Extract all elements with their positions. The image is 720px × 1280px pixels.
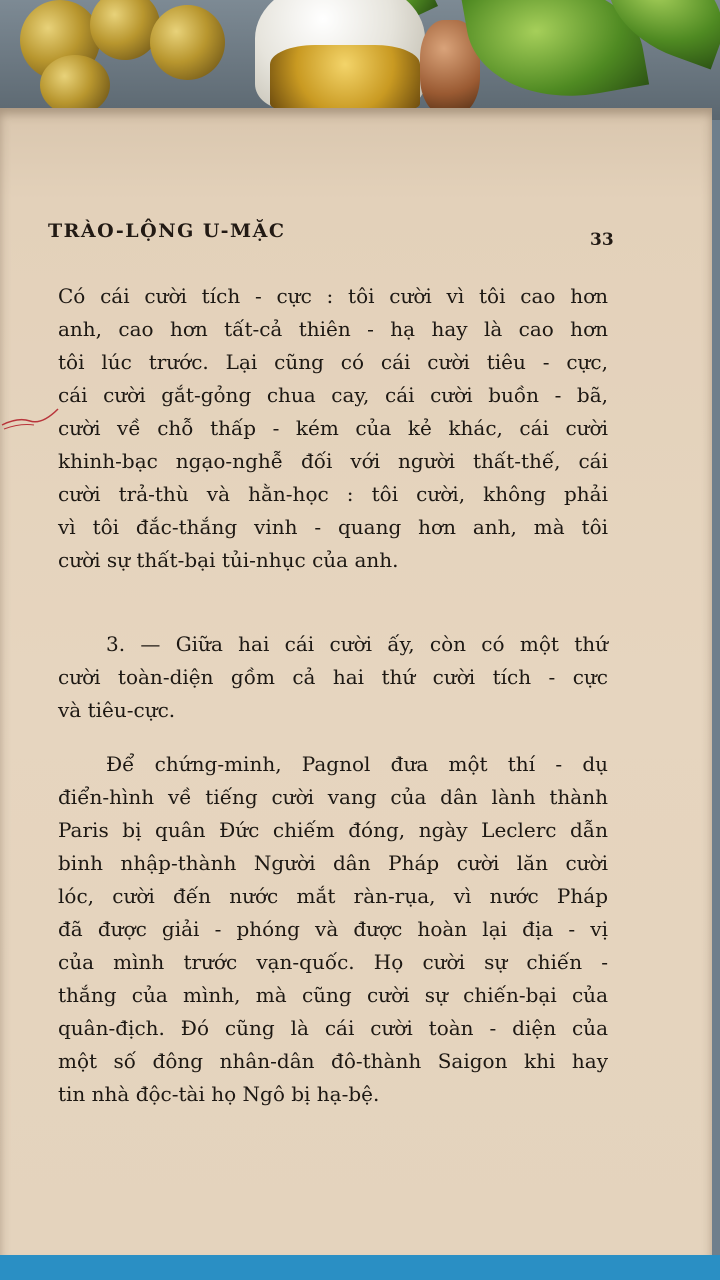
text-line: đã được giải - phóng và được hoàn lại địa - vị (58, 917, 608, 941)
text-line: thắng của mình, mà cũng cười sự chiến-bại của (58, 983, 608, 1007)
running-head: TRÀO-LỘNG U-MẶC (48, 220, 286, 242)
text-line: lóc, cười đến nước mắt ràn-rụa, vì nước Pháp (58, 884, 608, 908)
red-ink-mark (0, 403, 60, 433)
figurine-gold-base (270, 45, 420, 110)
text-line: Để chứng-minh, Pagnol đưa một thí - dụ (106, 752, 608, 776)
text-line: quân-địch. Đó cũng là cái cười toàn - diện của (58, 1016, 608, 1040)
text-line: cười trả-thù và hằn-học : tôi cười, không phải (58, 482, 608, 506)
text-line: vì tôi đắc-thắng vinh - quang hơn anh, mà tôi (58, 515, 608, 539)
text-line: cười về chỗ thấp - kém của kẻ khác, cái cười (58, 416, 608, 440)
text-line: Paris bị quân Đức chiếm đóng, ngày Leclerc dẫn (58, 818, 608, 842)
gold-ornament (90, 0, 160, 60)
paragraph-1 (58, 280, 608, 577)
text-line: anh, cao hơn tất-cả thiên - hạ hay là cao hơn (58, 317, 608, 341)
text-line: của mình trước vạn-quốc. Họ cười sự chiến - (58, 950, 608, 974)
blue-surface-strip (0, 1255, 720, 1280)
text-line: cười toàn-diện gồm cả hai thứ cười tích - cực (58, 665, 608, 689)
gold-ornament (150, 5, 225, 80)
paragraph-2 (58, 628, 608, 727)
text-line: cái cười gắt-gỏng chua cay, cái cười buồn - bã, (58, 383, 608, 407)
paragraph-3 (58, 748, 608, 1111)
book-page (0, 108, 712, 1258)
text-line: tôi lúc trước. Lại cũng có cái cười tiêu - cực, (58, 350, 608, 374)
text-line: và tiêu-cực. (58, 698, 176, 722)
text-line: Có cái cười tích - cực : tôi cười vì tôi cao hơn (58, 284, 608, 308)
background-scene (0, 0, 720, 120)
text-line: điển-hình về tiếng cười vang của dân lành thành (58, 785, 608, 809)
text-line: binh nhập-thành Người dân Pháp cười lăn cười (58, 851, 608, 875)
gold-ornament (40, 55, 110, 115)
page-number: 33 (590, 230, 614, 250)
text-line: một số đông nhân-dân đô-thành Saigon khi hay (58, 1049, 608, 1073)
text-line: 3. — Giữa hai cái cười ấy, còn có một thứ (106, 632, 608, 656)
text-line: cười sự thất-bại tủi-nhục của anh. (58, 548, 399, 572)
text-line: khinh-bạc ngạo-nghễ đối với người thất-thế, cái (58, 449, 608, 473)
text-line: tin nhà độc-tài họ Ngô bị hạ-bệ. (58, 1082, 380, 1106)
